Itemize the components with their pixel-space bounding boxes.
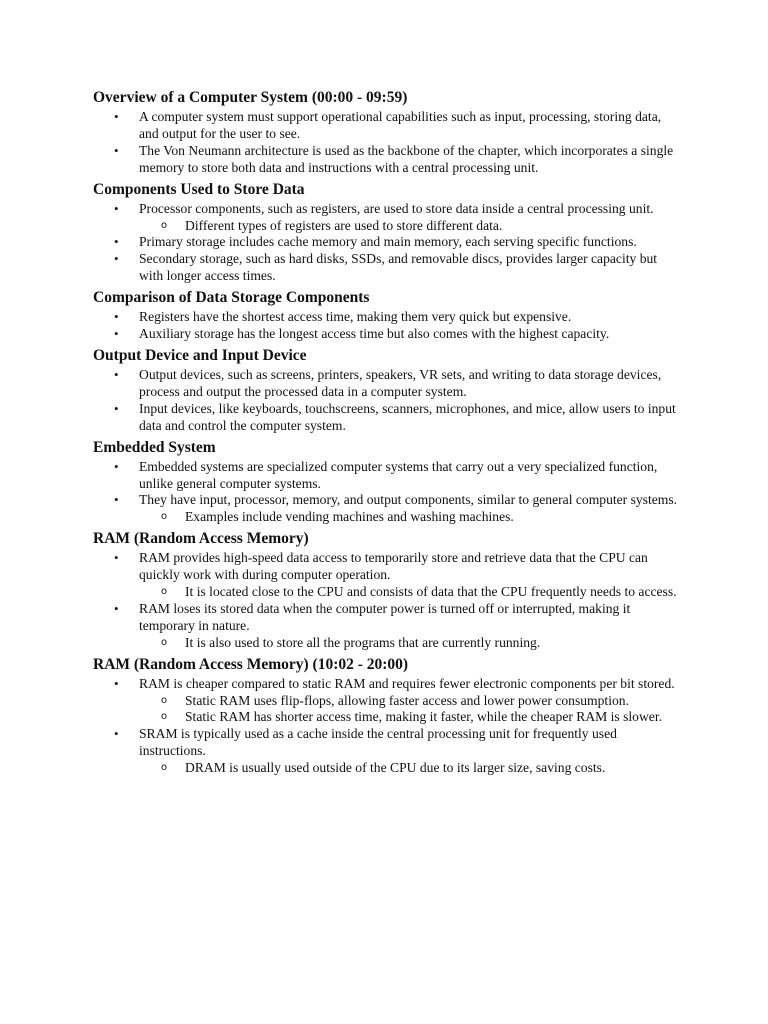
list-item (93, 550, 683, 601)
bullet-icon: • (114, 142, 119, 158)
bullet-icon: • (114, 109, 119, 124)
section (93, 438, 683, 527)
sub-list-item-text: Static RAM has shorter access time, making it faster, while the cheaper RAM is slower. (185, 709, 663, 725)
section (93, 346, 683, 435)
sub-bullet-list (139, 218, 683, 235)
list-item (93, 109, 683, 143)
list-item-text: They have input, processor, memory, and output components, similar to general computer systems. (139, 492, 678, 508)
bullet-icon: • (114, 400, 119, 416)
list-item-text: Auxiliary storage has the longest access time but also comes with the highest capacity. (139, 326, 610, 342)
list-item (93, 251, 683, 285)
sub-list-item-text: It is also used to store all the programs that are currently running. (185, 634, 541, 650)
sub-list-item-text: DRAM is usually used outside of the CPU due to its larger size, saving costs. (185, 760, 606, 776)
bullet-icon: • (114, 366, 119, 382)
section-heading: Embedded System (93, 438, 216, 456)
list-item-text: RAM is cheaper compared to static RAM and requires fewer electronic components per bit stored. (139, 675, 675, 691)
list-item-text: Registers have the shortest access time, making them very quick but expensive. (139, 309, 572, 325)
sub-list-item (139, 760, 683, 777)
section (93, 655, 683, 777)
bullet-icon: • (114, 458, 119, 474)
bullet-list (93, 676, 683, 777)
circle-bullet-icon: o (161, 762, 168, 774)
list-item (93, 676, 683, 727)
sub-list-item (139, 509, 683, 526)
list-item (93, 601, 683, 652)
circle-bullet-icon: o (161, 511, 168, 523)
bullet-icon: • (114, 600, 119, 616)
list-item (93, 326, 683, 343)
section-heading: Comparison of Data Storage Components (93, 289, 370, 307)
list-item-text: Output devices, such as screens, printers, speakers, VR sets, and writing to data storage devices, process and output the processed data in a computer system. (139, 366, 662, 399)
section-heading: RAM (Random Access Memory) (10:02 - 20:00) (93, 655, 409, 673)
list-item-text: A computer system must support operational capabilities such as input, processing, storing data, and output for the user to see. (139, 109, 662, 141)
bullet-icon: • (114, 492, 119, 508)
circle-bullet-icon: o (161, 219, 168, 231)
sub-list-item (139, 584, 683, 601)
list-item-text: SRAM is typically used as a cache inside the central processing unit for frequently used instructions. (139, 726, 617, 759)
sub-list-item-text: Different types of registers are used to store different data. (185, 217, 503, 233)
list-item (93, 201, 683, 235)
circle-bullet-icon: o (161, 711, 168, 723)
list-item-text: Secondary storage, such as hard disks, SSDs, and removable discs, provides larger capacity but with longer access times. (139, 251, 658, 284)
bullet-icon: • (114, 251, 119, 267)
section (93, 529, 683, 651)
list-item (93, 459, 683, 493)
sub-list-item (139, 635, 683, 652)
bullet-icon: • (114, 326, 119, 342)
section (93, 288, 683, 343)
bullet-icon: • (114, 675, 119, 691)
bullet-list (93, 109, 683, 177)
bullet-icon: • (114, 234, 119, 250)
section-heading: RAM (Random Access Memory) (93, 530, 309, 548)
list-item-text: Primary storage includes cache memory and main memory, each serving specific functions. (139, 234, 637, 250)
list-item (93, 309, 683, 326)
bullet-icon: • (114, 726, 119, 742)
list-item (93, 492, 683, 526)
sub-list-item (139, 709, 683, 726)
circle-bullet-icon: o (161, 586, 168, 598)
bullet-icon: • (114, 200, 119, 216)
sub-bullet-list (139, 635, 683, 652)
list-item-text: Processor components, such as registers, are used to store data inside a central processing unit. (139, 200, 654, 216)
sub-list-item (139, 693, 683, 710)
bullet-list (93, 459, 683, 527)
sub-bullet-list (139, 693, 683, 727)
circle-bullet-icon: o (161, 694, 168, 706)
sub-list-item-text: Examples include vending machines and washing machines. (185, 509, 514, 525)
section (93, 180, 683, 286)
section-heading: Components Used to Store Data (93, 180, 305, 198)
bullet-icon: • (114, 550, 119, 566)
list-item-text: Embedded systems are specialized computer systems that carry out a very specialized function, unlike general computer systems. (139, 458, 658, 491)
sub-list-item-text: Static RAM uses flip-flops, allowing faster access and lower power consumption. (185, 692, 629, 708)
list-item (93, 367, 683, 401)
list-item (93, 234, 683, 251)
sub-list-item-text: It is located close to the CPU and consists of data that the CPU frequently needs to access. (185, 584, 677, 600)
document-body (93, 88, 683, 780)
list-item-text: Input devices, like keyboards, touchscreens, scanners, microphones, and mice, allow users to input data and control the computer system. (139, 400, 676, 433)
bullet-list (93, 550, 683, 651)
section (93, 88, 683, 177)
list-item (93, 143, 683, 177)
circle-bullet-icon: o (161, 636, 168, 648)
list-item-text: The Von Neumann architecture is used as the backbone of the chapter, which incorporates a single memory to store both data and instructions with a central processing unit. (139, 142, 674, 175)
bullet-list (93, 309, 683, 343)
list-item-text: RAM loses its stored data when the computer power is turned off or interrupted, making it temporary in nature. (139, 600, 631, 633)
sub-bullet-list (139, 509, 683, 526)
list-item-text: RAM provides high-speed data access to temporarily store and retrieve data that the CPU can quickly work with during computer operation. (139, 550, 648, 583)
list-item (93, 401, 683, 435)
section-heading: Output Device and Input Device (93, 346, 307, 364)
sub-list-item (139, 218, 683, 235)
section-heading: Overview of a Computer System (00:00 - 09:59) (93, 89, 408, 106)
sub-bullet-list (139, 760, 683, 777)
bullet-list (93, 201, 683, 286)
bullet-icon: • (114, 309, 119, 325)
bullet-list (93, 367, 683, 435)
list-item (93, 726, 683, 777)
sub-bullet-list (139, 584, 683, 601)
